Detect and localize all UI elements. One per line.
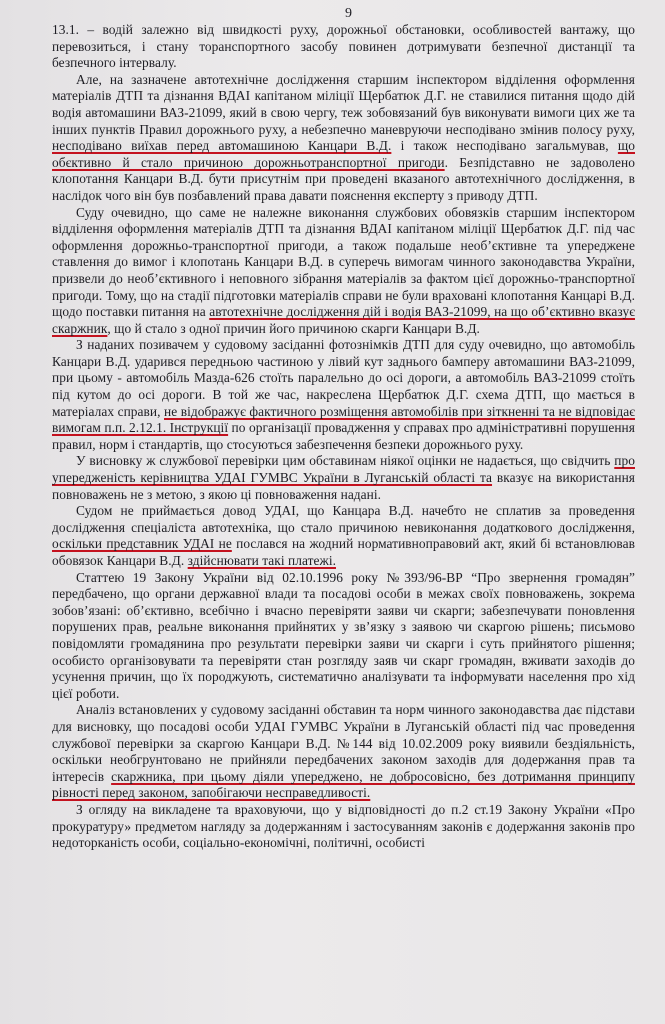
paragraph-p8 [52,702,635,802]
underlined-text: про упередженість керівництва УДАІ ГУМВС України в Луганській області та [52,453,635,486]
underlined-text: здійснювати такі платежі. [187,553,336,568]
text-segment: З наданих позивачем у судовому засіданні фотознімків ДТП для суду очевидно, що автомобіль Канцари В.Д. ударився передньою частиною у лівий кут заднього бамперу автомашини ВАЗ-21099, при цьому - автомобіль Мазда-626 стоїть паралельно до осі дороги, а автомобіль ВАЗ-21099 стоїть під кутом до осі дороги. В той же час, накреслена Щербатюк Д.Г. схема ДТП, що мається в матеріалах справи, [52,337,635,419]
paragraph-p3 [52,205,635,338]
text-segment: З огляду на викладене та враховуючи, що у відповідності до п.2 ст.19 Закону України «Про прокуратуру» предметом нагляду за додержанням і застосуванням законів є додержання законів про недоторканість особи, соціально-економічні, політичні, особисті [52,801,635,851]
page-number: 9 [345,6,352,21]
paragraph-p5 [52,453,635,503]
text-segment: Суду очевидно, що саме не належне виконання службових обовязків старшим інспектором відділення оформлення матеріалів ДТП та дізнання ВДАІ капітаном міліції Щербатюк Д.Г. під час оформлення дорожньо-транспортної пригоди, а також подальше необ’єктивне та упереджене ставлення до вимог і клопотань Канцари В.Д. в суперечь вимогам чинного законодавства України, призвели до необ’єктивного і неповного зібрання матеріалів за фактом цієї дорожньо-транспортної пригоди. Тому, що на стадії підготовки матеріалів справи не були враховані клопотання Канцарі В.Д. щодо поставки питання на [52,204,635,320]
text-segment: Але, на зазначене автотехнічне дослідження старшим інспектором відділення оформлення матеріалів ДТП та дізнання ВДАІ капітаном міліції Щербатюк Д.Г. не ставилися питання щодо дій водія автомашини ВАЗ-21099, який в свою чергу, теж зобовязаний був виконувати вимоги цих же та інших пунктів Правил дорожнього руху, а небезпечно маневруючи несподівано змінив полосу руху, [52,71,635,137]
underlined-text: скаржника, при цьому діяли упереджено, не добросовісно, без дотримання принципу рівності перед законом, запобігаючи несправедливості. [52,768,635,801]
paragraph-p4 [52,337,635,453]
underlined-text: несподівано виїхав перед автомашиною Канцари В.Д. [52,138,392,154]
paragraph-p6 [52,503,635,569]
text-segment: вказує на використання повноважень не з метою, з якою ці повноваження надані. [52,470,636,502]
paragraph-p2 [52,72,635,205]
text-segment: Судом не приймається довод УДАІ, що Канцара В.Д. начебто не сплатив за проведення дослідження спеціаліста автотехніка, що стало причиною невиконання додаткового дослідження, [52,503,635,535]
underlined-text: автотехнічне дослідження дій і водія ВАЗ-21099, на що об’єктивно вказує скаржник [52,304,635,336]
text-segment: послався на жодний нормативноправовий акт, який бі встановлював обовязок Канцари В.Д. [52,536,635,568]
text-segment: , що й стало з одної причин його причиною скарги Канцари В.Д. [107,320,480,336]
text-segment: У висновку ж службової перевірки цим обставинам ніякої оцінки не надається, що свідчить [76,453,615,469]
paragraph-p9 [52,802,635,852]
underlined-text: не відображує фактичного розміщення автомобілів при зіткненні та не відповідає вимогам п.п. 2.12.1. Інструкції [52,403,635,436]
text-segment: 13.1. – водій залежно від швидкості руху, дорожньої обстановки, особливостей вантажу, що перевозиться, і стану торанспортного засобу повинен дотримувати безпечної дистанції та безпечного інтервалу. [52,22,635,71]
text-segment: і також несподівано загальмував, [391,138,618,154]
text-segment: Статтею 19 Закону України від 02.10.1996 року №393/96-ВР “Про звернення громадян” передбачено, що органи державної влади та посадові особи в межах своїх повноважень, зокрема зобов’язані: об’єктивно, всебічно і вчасно перевіряти заяви чи скарги; забезпечувати поновлення порушених прав, реальне виконання прийнятих у зв’язку з заявою чи скаргою рішень; письмово повідомляти громадянина про результати перевірки заяви чи скарги і суть прийнятого рішення; особисто організовувати та перевіряти стан розгляду заяв чи скарг громадян, вживати заходів до усунення причин, що їх породжують, систематично аналізувати та інформувати населення про хід цієї роботи. [52,569,635,701]
text-segment: по організації провадження у справах про адміністративні порушення правил, норм і стандартів, що стосуються забезпечення безпеки дорожнього руху. [52,420,635,452]
text-segment: Аналіз встановлених у судовому засіданні обставин та норм чинного законодавства дає підстави для висновку, що посадові особи УДАІ ГУМВС України в Луганській області під час проведення службової перевірки за скаргою Канцари В.Д. №144 від 10.02.2009 року виявили бездіяльність, оскільки необгрунтовано не прийняли передбачених законом заходів для додержання прав та інтересів [52,702,635,784]
text-segment: . Безпідставно не задоволено клопотання Канцари В.Д. бути присутнім при проведені вказаного автотехнічного дослідження, в наслідок чого він був позбавлений права давати пояснення експерту з приводу ДТП. [52,154,635,203]
underlined-text: оскільки представник УДАІ не [52,536,232,552]
paragraph-p7 [52,570,635,703]
underlined-text: що обєктивно й стало причиною дорожньотранспортної пригоди [52,138,635,170]
document-body [52,22,635,852]
paragraph-p1 [52,22,635,72]
